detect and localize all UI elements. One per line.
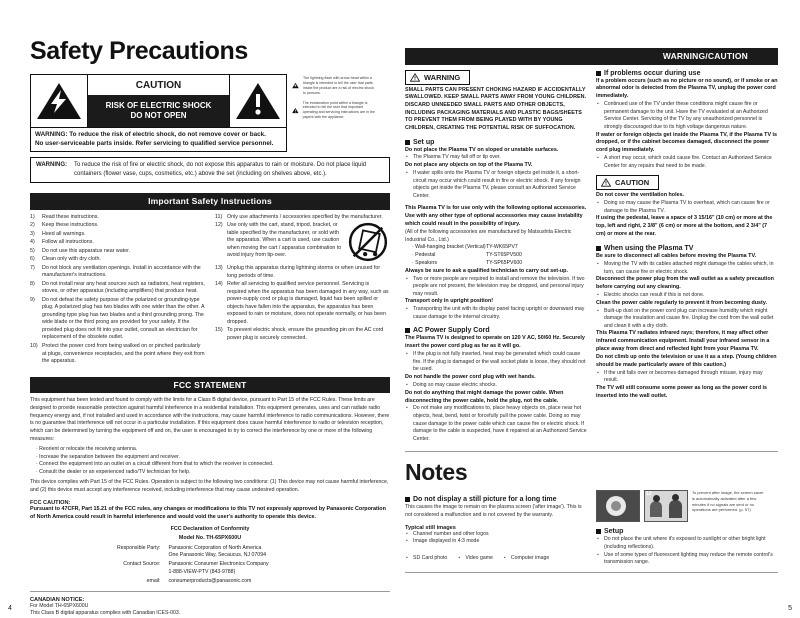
square-bullet-icon (596, 529, 601, 534)
transport-detail (406, 306, 587, 321)
caution-box (30, 74, 287, 152)
dot-bullet-icon: ▪ (597, 369, 599, 376)
accessory-model: TY-SP65PV600 (486, 259, 523, 266)
dot-bullet-icon: ▪ (597, 155, 599, 162)
dot-bullet-icon: ▪ (597, 307, 599, 314)
square-bullet-icon (596, 71, 601, 76)
square-bullet-icon (596, 246, 601, 251)
setup-detail-2-text: If water spills onto the Plasma TV or foreign objects get inside it, a short-circuit may occur which could result in fire or electric shock. If any foreign objects get inside the Plasma TV, please consult an Authorized Service Center. (413, 170, 581, 199)
using-bold-5: Do not climb up onto the television or use it as a step. (Young children should be made particularly aware of this caution.) (596, 354, 777, 368)
caution-label: CAUTION (135, 79, 182, 91)
square-bullet-icon (405, 328, 410, 333)
vent-bold-2: If using the pedestal, leave a space of 3 15/16" (10 cm) or more at the top, left and right, 2 3/8" (6 cm) or more at the bottom, and 2 3/4" (7 cm) or more at the rear. (596, 215, 773, 238)
dot-bullet-icon: ▪ (406, 381, 408, 388)
accessory-row (412, 260, 587, 268)
setup-note-heading-label: Setup (604, 528, 624, 536)
using-bold-3: Clean the power cable regularly to prevent it from becoming dusty. (596, 299, 767, 306)
instruction-number: 10) (30, 343, 38, 349)
instruction-text: Keep these instructions. (42, 222, 99, 229)
using-detail-2-text: Electric shocks can result if this is not done. (604, 292, 705, 299)
fcc-bullet: · Reorient or relocate the receiving antenna. (36, 445, 138, 452)
accessory-model: TY-WK65PV7 (486, 244, 518, 251)
typical-still-item-text: SD Card photo (413, 555, 448, 562)
using-detail-3 (597, 308, 778, 331)
using-detail-3-text: Built-up dust on the power cord plug can increase humidity which might damage the insulation and cause fire. Unplug the cord from the wall outlet and clean it with a dry cloth. (604, 307, 774, 329)
instruction-number: 3) (30, 230, 35, 237)
warning-strip (31, 127, 286, 151)
instructions-column-right (215, 214, 390, 367)
instruction-text: Follow all instructions. (42, 239, 94, 246)
dot-bullet-icon: ▪ (597, 536, 599, 543)
exclamation-triangle-icon (230, 75, 286, 127)
typical-still-item-text: Video game (465, 555, 493, 562)
setup-bold-2: Do not place any objects on top of the Plasma TV. (405, 162, 533, 169)
setup-detail-2 (406, 170, 587, 200)
instruction-number: 1) (30, 213, 35, 220)
using-detail-1-text: Moving the TV with its cables attached might damage the cables which, in turn, can cause fire or electric shock. (604, 261, 774, 275)
instruction-text: To prevent electric shock, ensure the grounding pin on the AC cord power plug is securely connected. (227, 327, 384, 341)
fcc-bullet-list (30, 446, 390, 477)
instruction-text: Do not block any ventilation openings. Install in accordance with the manufacturer's instructions. (42, 264, 201, 279)
fcc-bullet: · Increase the separation between the equipment and receiver. (36, 453, 180, 460)
setup-heading (405, 139, 587, 146)
warning-badge-label: WARNING (424, 72, 461, 82)
instruction-item (30, 231, 205, 239)
setup-note-item-text: Do not place the unit where it's exposed to sunlight or other bright light (including reflections). (604, 536, 766, 550)
right-page-column-1 (405, 69, 587, 444)
using-detail-5 (597, 370, 778, 385)
important-safety-heading: Important Safety Instructions (30, 193, 390, 210)
using-bold-1: Be sure to disconnect all cables before moving the Plasma TV. (596, 253, 757, 260)
divider (405, 572, 778, 573)
using-tv-heading (596, 245, 778, 252)
dot-bullet-icon: ▪ (406, 306, 408, 313)
instruction-number: 6) (30, 256, 35, 263)
warning-moisture-label: WARNING: (36, 162, 67, 169)
setup-detail-1 (406, 154, 587, 162)
fcc-caution-text: Pursuant to 47CFR, Part 15.21 of the FCC rules, any changes or modifications to this TV not expressly approved by Panasonic Corporation of North America could result in harmful interference and would void the user's authority to operate this device. (30, 505, 386, 520)
instruction-number: 5) (30, 247, 35, 254)
divider (405, 451, 778, 452)
problems-detail-1-text: Continued use of the TV under these conditions might cause fire or permanent damage to the unit. Have the TV evaluated at an Authorized Service Center. Servicing of the TV by any unauthorized personnel is strongly discouraged due to its high voltage dangerous nature. (604, 101, 768, 130)
instruction-text: Do not install near any heat sources such as radiators, heat registers, stoves, or other apparatus (including amplifiers) that produce heat. (42, 280, 205, 295)
still-picture-heading (405, 496, 587, 503)
dot-bullet-icon: ▪ (597, 101, 599, 108)
dot-bullet-icon: ▪ (406, 530, 408, 537)
accessory-name: · Speakers (412, 259, 438, 266)
square-bullet-icon (405, 497, 410, 502)
problems-heading (596, 70, 778, 77)
thumbnails (596, 490, 688, 522)
dot-bullet-icon: ▪ (597, 292, 599, 299)
instruction-number: 15) (215, 327, 223, 334)
problems-detail-1 (597, 101, 778, 131)
page-right (400, 0, 800, 618)
instruction-text: Protect the power cord from being walked on or pinched particularly at plugs, convenience receptacles, and the point where they exit from the apparatus. (42, 343, 205, 365)
using-detail-2 (597, 292, 778, 300)
accessories-intro-bold: This Plasma TV is for use only with the following optional accessories. Use with any other type of optional accessories may cause instability which could result in the possibility of injury. (405, 205, 587, 228)
instructions-column-left (30, 214, 205, 367)
cord-detail-2-text: Doing so may cause electric shocks. (413, 381, 497, 388)
still-picture-heading-label: Do not display a still picture for a long time (413, 496, 557, 504)
right-page-column-2 (596, 69, 778, 444)
typical-still-item (406, 531, 587, 539)
using-detail-5-text: If the unit falls over or becomes damaged through misuse, injury may result. (604, 369, 763, 384)
notes-column-2 (596, 490, 778, 566)
cord-bold-1: The Plasma TV is designed to operate on 120 V AC, 50/60 Hz. Securely insert the power cord plug as far as it will go. (405, 335, 585, 350)
typical-still-item-text: Computer image (510, 555, 550, 562)
instruction-number: 12) (215, 222, 223, 229)
symbol-legend (292, 74, 376, 120)
setup-heading-label: Set up (413, 138, 435, 146)
canadian-model: For Model TH-65PX600U (30, 602, 89, 609)
problems-detail-2 (597, 155, 778, 170)
setup-detail-1-text: The Plasma TV may fall off or tip over. (413, 154, 501, 161)
setup-note-heading (596, 528, 778, 535)
square-bullet-icon (405, 140, 410, 145)
instruction-item (30, 343, 205, 366)
power-cord-heading (405, 327, 587, 334)
canadian-text: This Class B digital apparatus complies with Canadian ICES-003. (30, 610, 181, 617)
typical-still-item-text: Image displayed in 4:3 mode (413, 538, 480, 545)
setup-note-item (597, 552, 778, 567)
setup-note-item (597, 536, 778, 551)
problems-bold-1: If a problem occurs (such as no picture or no sound), or if smoke or an abnormal odor is detected from the Plasma TV, unplug the power cord immediately. (596, 77, 778, 100)
risk-line-1: RISK OF ELECTRIC SHOCK (105, 101, 212, 111)
instruction-item (30, 214, 205, 222)
power-cord-heading-label: AC Power Supply Cord (413, 327, 490, 335)
legend-bolt-text: The lightning flash with arrow-head within a triangle is intended to tell the user that parts inside the product are a risk of electric shock to persons. (302, 76, 374, 95)
dot-bullet-icon: ▪ (597, 551, 599, 558)
instruction-text: Use only with the cart, stand, tripod, bracket, or table specified by the manufacturer, or sold with the apparatus. When a cart is used, use caution when moving the cart / apparatus combination to avoid injury from tip-over. (227, 222, 390, 264)
thumbnail-channel-number: 12 (646, 491, 652, 498)
instruction-item (30, 248, 205, 256)
right-page-columns (405, 69, 778, 444)
setup-bold-1: Do not place the Plasma TV on sloped or unstable surfaces. (405, 146, 559, 153)
accessory-name: · Pedestal (412, 252, 436, 259)
instruction-item (30, 222, 205, 230)
doc-title-line-1: FCC Declaration of Conformity (170, 526, 250, 533)
instruction-text: Do not defeat the safety purpose of the polarized or grounding-type plug. A polarized plug has two blades with one wider than the other. A grounding type plug has two blades and a third grounding prong. The wide blade or the third prong are provided for your safety. If the provided plug does not fit into your outlet, consult an electrician for replacement of the obsolete outlet. (42, 296, 205, 341)
instruction-text: Clean only with dry cloth. (42, 256, 101, 263)
using-bold-2: Disconnect the power plug from the wall outlet as a safety precaution before carrying out any cleaning. (596, 276, 774, 291)
cord-detail-2 (406, 382, 587, 390)
instruction-item (30, 239, 205, 247)
using-detail-1 (597, 261, 778, 276)
instruction-text: Read these instructions. (42, 213, 99, 220)
dot-bullet-icon: ▪ (597, 261, 599, 268)
transport-detail-text: Transporting the unit with its display panel facing upright or downward may cause damage to the internal circuitry. (413, 306, 585, 320)
caution-block (30, 74, 390, 152)
vent-detail-1-text: Doing so may cause the Plasma TV to overheat, which can cause fire or damage to the Plasma TV. (604, 200, 770, 214)
instruction-number: 4) (30, 239, 35, 246)
instruction-item (215, 327, 390, 342)
declaration-row (83, 561, 338, 577)
setup-note-item-text: Use of some types of fluorescent lighting may reduce the remote control's transmission range. (604, 551, 773, 566)
instruction-number: 13) (215, 265, 223, 272)
instruction-number: 8) (30, 280, 35, 287)
thumbnail-broadcast-image (644, 490, 688, 522)
typical-still-item (406, 538, 587, 546)
technician-detail (406, 276, 587, 299)
instruction-text: Refer all servicing to qualified service personnel. Servicing is required when the apparatus has been damaged in any way, such as power-supply cord or plug is damaged, liquid has been spilled or objects have fallen into the apparatus, the apparatus has been exposed to rain or moisture, does not operate normally, or has been dropped. (227, 281, 389, 325)
problems-bold-2: If water or foreign objects get inside the Plasma TV, if the Plasma TV is dropped, or if the cabinet becomes damaged, disconnect the power cord plug immediately. (596, 131, 778, 154)
dot-bullet-icon: ▪ (406, 170, 408, 177)
declaration-value: Panasonic Corporation of North America One Panasonic Way, Secaucus, NJ 07094 (168, 544, 266, 559)
dot-bullet-icon: ▪ (406, 154, 408, 161)
instruction-item (215, 214, 390, 222)
typical-still-heading: Typical still images (405, 524, 456, 531)
caution-triangle-icon (601, 178, 611, 187)
instruction-item (30, 297, 205, 342)
instruction-text: Only use attachments / accessories specified by the manufacturer. (227, 213, 383, 220)
warning-triangle-icon (410, 73, 420, 82)
warning-badge (405, 70, 470, 85)
vent-detail-1 (597, 200, 778, 215)
notes-column-1 (405, 490, 587, 566)
accessory-row (412, 252, 587, 260)
instruction-item (215, 265, 390, 280)
transport-bold: Transport only in upright position! (405, 298, 494, 305)
exclamation-triangle-icon-small (292, 101, 299, 120)
cord-detail-1-text: If the plug is not fully inserted, heat may be generated which could cause fire. If the plug is damaged or the wall socket plate is loose, they should not be used. (413, 351, 586, 373)
warning-caution-header: WARNING/CAUTION (405, 48, 778, 65)
risk-line-2: DO NOT OPEN (130, 111, 187, 121)
setup-note-list (596, 536, 778, 566)
declaration-row (83, 578, 338, 586)
instruction-text: Heed all warnings. (42, 230, 86, 237)
using-tv-heading-label: When using the Plasma TV (604, 245, 694, 253)
vent-bold-1: Do not cover the ventilation holes. (596, 192, 685, 199)
page-title: Safety Precautions (30, 37, 248, 65)
thumbnail-sun-image (596, 490, 640, 522)
typical-still-item (458, 555, 493, 563)
fcc-statement-heading: FCC STATEMENT (30, 377, 390, 394)
screensaver-note: To prevent after image, the screen saver is automatically activated after a few minutes if no signals are sent or no operations are performed. (p. 57) (692, 490, 764, 513)
instruction-number: 9) (30, 296, 35, 303)
instruction-number: 11) (215, 213, 223, 220)
cord-bold-3: Do not do anything that might damage the power cable. When disconnecting the power cable, hold the plug, not the cable. (405, 389, 564, 404)
dot-bullet-icon: ▪ (406, 405, 408, 412)
lightning-bolt-triangle-icon (31, 75, 87, 127)
legend-bang-row (292, 101, 376, 120)
declaration-value: Panasonic Consumer Electronics Company 1-888-VIEW-PTV (843-9788) (168, 561, 269, 575)
legend-bang-text: The exclamation point within a triangle is intended to tell the user that important operating and servicing instructions are in the papers with the appliance. (302, 100, 375, 120)
dot-bullet-icon: ▪ (406, 275, 408, 282)
doc-title-line-2: Model No. TH-65PX600U (178, 534, 242, 541)
notes-columns (405, 490, 778, 566)
instruction-item (215, 222, 390, 264)
still-picture-text: This causes the image to remain on the plasma screen ('after image'). This is not considered a malfunction and is not covered by the warranty. (405, 504, 582, 518)
accessory-model: TY-ST65PV500 (486, 252, 522, 259)
fcc-caution-label: FCC CAUTION: (30, 499, 71, 506)
cord-detail-3-text: Do not make any modifications to, place heavy objects on, place near hot objects, heat, bend, twist or forcefully pull the power cable. Doing so may cause damage to the power cable which can cause fire or electric shock. If damage to the cable is suspected, have it repaired at an Authorized Service Center. (413, 405, 587, 442)
dot-bullet-icon: ▪ (597, 200, 599, 207)
declaration-key: Contact Source: (123, 561, 161, 568)
dot-bullet-icon: ▪ (503, 555, 506, 562)
fcc-bullet: · Connect the equipment into an outlet on a circuit different from that to which the receiver is connected. (36, 461, 274, 468)
fcc-body: This equipment has been tested and found to comply with the limits for a Class B digital device, pursuant to Part 15 of the FCC Rules. These limits are designed to provide reasonable protection against harmful interference in a residential installation. This equipment generates, uses and can radiate radio frequency energy and, if not installed and used in accordance with the instructions, may cause harmful interference to radio communications. However, there is no guarantee that interference will not occur in a particular installation. If this equipment does cause harmful interference to radio or television reception, which can be determined by turning the equipment off and on, the user is encouraged to try to correct the interference by one or more of the following measures: (30, 397, 390, 443)
caution-badge (596, 175, 659, 190)
screensaver-figure-row (596, 490, 778, 522)
lightning-bolt-triangle-icon-small (292, 76, 299, 95)
warning-moisture-box (30, 157, 390, 183)
accessories-list (405, 244, 587, 267)
using-bold-6: The TV will still consume some power as long as the power cord is inserted into the wall outlet. (596, 385, 768, 399)
instruction-item (30, 265, 205, 280)
dot-bullet-icon: ▪ (406, 555, 408, 562)
dot-bullet-icon: ▪ (406, 538, 408, 545)
declaration-row (83, 545, 338, 561)
instruction-number: 2) (30, 222, 35, 229)
technician-detail-text: Two or more people are required to install and remove the television. If two people are not present, the television may be dropped, and personal injury may result. (413, 275, 585, 297)
typical-still-item-text: Channel number and other logos (413, 530, 489, 537)
instruction-item (30, 256, 205, 264)
dot-bullet-icon: ▪ (458, 555, 461, 562)
instructions-columns (30, 214, 390, 367)
declaration-table (83, 545, 338, 586)
declaration-value: consumerproducts@panasonic.com (168, 577, 252, 584)
cord-bold-2: Do not handle the power cord plug with wet hands. (405, 374, 536, 380)
dot-bullet-icon: ▪ (406, 351, 408, 358)
problems-heading-label: If problems occur during use (604, 69, 701, 77)
instruction-item (30, 281, 205, 296)
caution-badge-label: CAUTION (615, 178, 650, 188)
divider (30, 591, 390, 592)
typical-still-item (504, 555, 549, 563)
notes-title: Notes (405, 459, 468, 486)
page-number-left: 4 (8, 605, 12, 612)
warning-strip-line-2: No user-serviceable parts inside. Refer servicing to qualified service personnel. (35, 139, 274, 147)
canadian-notice-label: CANADIAN NOTICE: (30, 596, 85, 603)
fcc-bullet: · Consult the dealer or an experienced radio/TV technician for help. (36, 469, 191, 476)
fcc-part15: This device complies with Part 15 of the FCC Rules. Operation is subject to the following two conditions: (1) This device may not cause harmful interference, and (2) this device must accept any interference received, including interference that may cause undesired operation. (30, 479, 389, 493)
instruction-text: Do not use this apparatus near water. (42, 247, 131, 254)
cart-tipover-warning-icon (346, 222, 390, 262)
declaration-key: Responsible Party: (116, 544, 161, 551)
cord-detail-1 (406, 351, 587, 374)
doc-title (30, 525, 390, 541)
choking-hazard-text: SMALL PARTS CAN PRESENT CHOKING HAZARD IF ACCIDENTALLY SWALLOWED. KEEP SMALL PARTS AWAY FROM YOUNG CHILDREN. DISCARD UNNEEDED SMALL PARTS AND OTHER OBJECTS, INCLUDING PACKAGING MATERIALS AND PLASTIC BAGS/SHEETS TO PREVENT THEM FROM BEING PLAYED WITH BY YOUNG CHILDREN, CREATING THE POTENTIAL RISK OF SUFFOCATION. (405, 86, 587, 131)
warning-strip-line-1: WARNING: To reduce the risk of electric shock, do not remove cover or back. (35, 131, 266, 139)
technician-bold: Always be sure to ask a qualified technician to carry out set-up. (405, 267, 568, 274)
typical-still-item (406, 555, 447, 563)
instruction-number: 14) (215, 281, 223, 288)
instruction-item (215, 281, 390, 326)
accessory-row (412, 244, 587, 252)
instruction-number: 7) (30, 264, 35, 271)
warning-moisture-text: To reduce the risk of fire or electric shock, do not expose this apparatus to rain or moisture. Do not place liquid containers (flower vase, cups, cosmetics, etc.) above the set (including on shelves above, etc.). (74, 162, 367, 178)
accessories-intro-plain: (All of the following accessories are manufactured by Matsushita Electric Industrial Co., Ltd.) (405, 229, 572, 243)
declaration-key: email: (146, 577, 161, 584)
accessory-name: · Wall-hanging bracket (Vertical) (412, 244, 486, 251)
problems-detail-2-text: A short may occur, which could cause fire. Contact an Authorized Service Center for any repairs that need to be made. (604, 155, 772, 169)
legend-bolt-row (292, 76, 376, 95)
cord-detail-3 (406, 405, 587, 443)
instruction-text: Unplug this apparatus during lightning storms or when unused for long periods of time. (227, 265, 381, 279)
using-bold-4: This Plasma TV radiates infrared rays; therefore, it may affect other infrared communication equipment. Install your infrared sensor in a place away from direct and reflected light from your Plasma TV. (596, 330, 770, 353)
page-number-right: 5 (788, 605, 792, 612)
typical-still-list (405, 531, 587, 565)
